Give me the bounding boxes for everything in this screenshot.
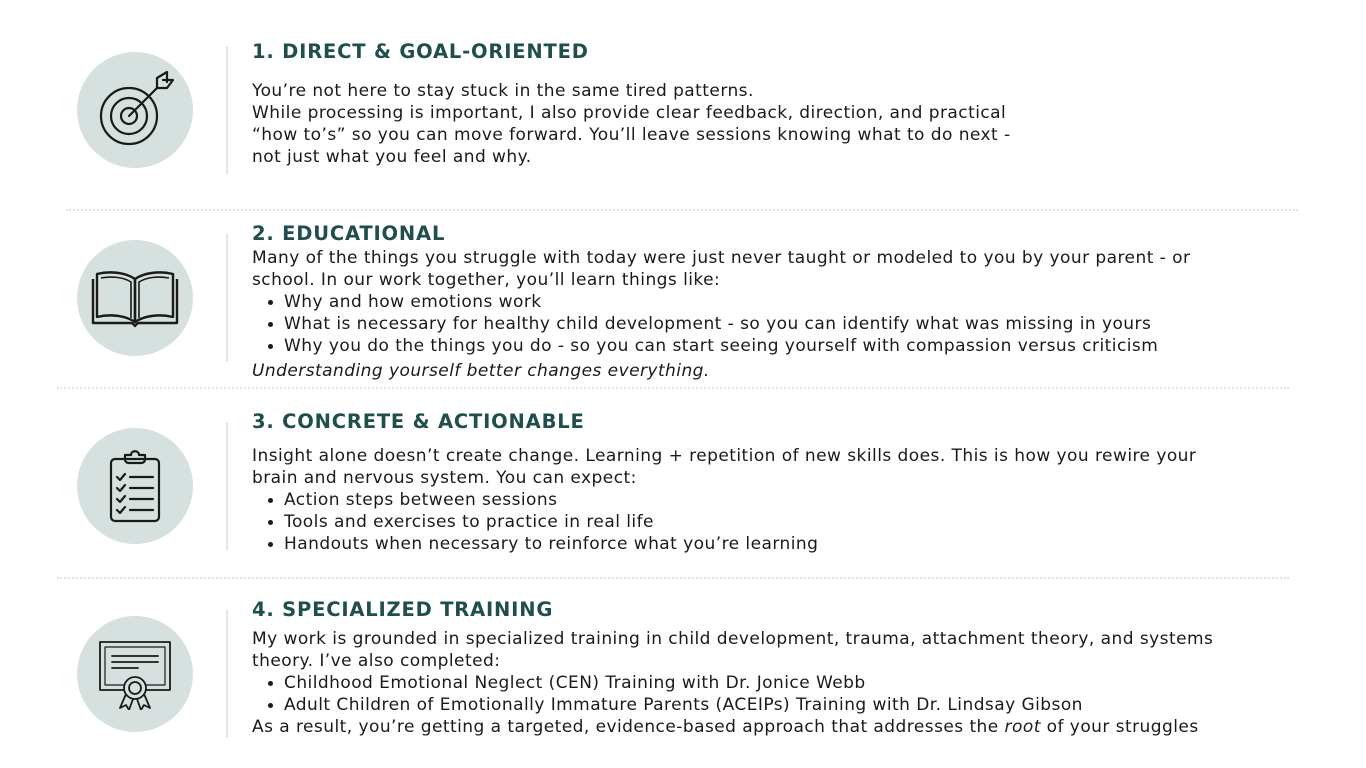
list-item: Adult Children of Emotionally Immature Parents (ACEIPs) Training with Dr. Lindsay Gibson: [252, 694, 1213, 716]
list-item: Why you do the things you do - so you can start seeing yourself with compassion versus criticism: [252, 335, 1190, 357]
section-3-rule: [226, 422, 228, 550]
divider-3: [57, 577, 1289, 579]
section-4-icon-badge: [77, 616, 193, 732]
list-item: What is necessary for healthy child development - so you can identify what was missing in yours: [252, 313, 1190, 335]
section-2-line-2: school. In our work together, you’ll learn things like:: [252, 270, 721, 290]
clipboard-checklist-icon: [105, 447, 165, 525]
list-item: Action steps between sessions: [252, 489, 1196, 511]
list-item: Tools and exercises to practice in real life: [252, 511, 1196, 533]
section-4-closing-after: of your struggles: [1040, 717, 1199, 737]
section-3-body: [252, 445, 1196, 555]
section-4-body: [252, 628, 1213, 738]
section-4-closing-emphasis: root: [1004, 717, 1041, 737]
section-2-icon-badge: [77, 240, 193, 356]
section-2-bullet-list: [252, 291, 1190, 357]
section-4-closing: [252, 716, 1213, 738]
section-4-rule: [226, 610, 228, 738]
section-1-line-4: not just what you feel and why.: [252, 147, 532, 167]
section-2-heading: 2. EDUCATIONAL: [252, 222, 446, 245]
section-1-icon-badge: [77, 52, 193, 168]
section-3-heading: 3. CONCRETE & ACTIONABLE: [252, 410, 585, 433]
section-3-icon-badge: [77, 428, 193, 544]
section-2-closing: Understanding yourself better changes everything.: [252, 361, 710, 381]
section-1-line-3: “how to’s” so you can move forward. You’ll leave sessions knowing what to do next -: [252, 125, 1011, 145]
section-4-line-1: My work is grounded in specialized training in child development, trauma, attachment theory, and systems: [252, 629, 1214, 649]
section-4-bullet-list: [252, 672, 1213, 716]
open-book-icon: [91, 267, 179, 329]
section-1-rule: [226, 46, 228, 174]
section-4-heading: 4. SPECIALIZED TRAINING: [252, 598, 554, 621]
section-3-line-2: brain and nervous system. You can expect:: [252, 468, 637, 488]
section-3-bullet-list: [252, 489, 1196, 555]
list-item: Why and how emotions work: [252, 291, 1190, 313]
divider-2: [57, 387, 1289, 389]
section-3-line-1: Insight alone doesn’t create change. Learning + repetition of new skills does. This is how you rewire your: [252, 446, 1197, 466]
section-2-rule: [226, 234, 228, 362]
list-item: Childhood Emotional Neglect (CEN) Training with Dr. Jonice Webb: [252, 672, 1213, 694]
section-2-body: [252, 247, 1190, 382]
section-1-line-1: You’re not here to stay stuck in the same tired patterns.: [252, 81, 754, 101]
divider-1: [66, 209, 1298, 211]
section-1-line-2: While processing is important, I also provide clear feedback, direction, and practical: [252, 103, 1007, 123]
list-item: Handouts when necessary to reinforce what you’re learning: [252, 533, 1196, 555]
target-icon: [95, 70, 175, 150]
section-4-line-2: theory. I’ve also completed:: [252, 651, 501, 671]
section-1-heading: 1. DIRECT & GOAL-ORIENTED: [252, 40, 589, 63]
section-1-body: [252, 80, 1011, 168]
section-2-line-1: Many of the things you struggle with today were just never taught or modeled to you by your parent - or: [252, 248, 1191, 268]
section-4-closing-before: As a result, you’re getting a targeted, evidence-based approach that addresses the: [252, 717, 1005, 737]
certificate-icon: [98, 638, 172, 710]
